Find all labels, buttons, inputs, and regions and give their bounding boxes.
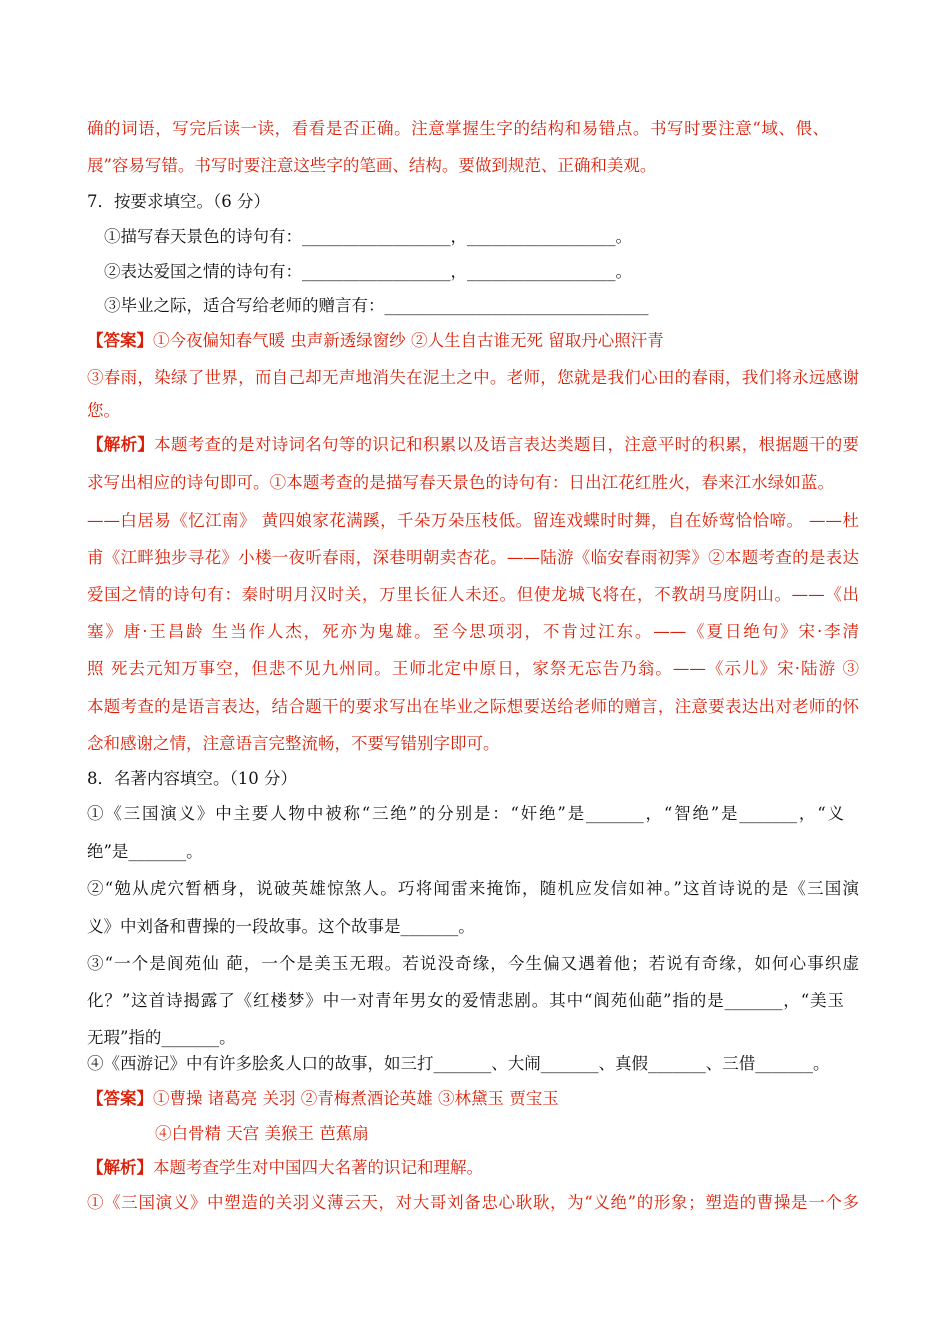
text-line: 本题考查的是语言表达，结合题干的要求写出在毕业之际想要送给老师的赠言，注意要表达出对老师的怀 <box>87 697 859 716</box>
text-line: 义》中刘备和曹操的一段故事。这个故事是_______。 <box>87 917 475 936</box>
answer-text: ①今夜偏知春气暖 虫声新透绿窗纱 ②人生自古谁无死 留取丹心照汗青 <box>153 331 664 350</box>
answer-text: ①曹操 诸葛亮 关羽 ②青梅煮酒论英雄 ③林黛玉 贾宝玉 <box>153 1089 559 1108</box>
analysis-8-line <box>87 1157 483 1179</box>
analysis-label: 【解析】 <box>87 435 155 454</box>
text-line: 无瑕”指的_______。 <box>87 1028 236 1047</box>
question-7-item-2: ②表达爱国之情的诗句有：__________________，__________________。 <box>104 262 632 281</box>
question-8-item-2: ②“勉从虎穴暂栖身，说破英雄惊煞人。巧将闻雷来掩饰，随机应发信如神。”这首诗说的是《三国演 <box>87 879 859 898</box>
question-7-heading: 7．按要求填空。（6 分） <box>87 192 270 211</box>
answer-label: 【答案】 <box>87 331 153 350</box>
text-line: 绝”是_______。 <box>87 842 203 861</box>
text-line: 求写出相应的诗句即可。①本题考查的是描写春天景色的诗句有：日出江花红胜火，春来江水绿如蓝。 <box>87 473 834 492</box>
text-line: 甫《江畔独步寻花》小楼一夜听春雨，深巷明朝卖杏花。——陆游《临安春雨初霁》②本题考查的是表达 <box>87 548 859 567</box>
analysis-text: 本题考查的是对诗词名句等的识记和积累以及语言表达类题目，注意平时的积累，根据题干的要 <box>154 435 860 454</box>
question-8-item-1: ①《三国演义》中主要人物中被称“三绝”的分别是：“奸绝”是_______，“智绝”是_______，“义 <box>87 804 844 823</box>
text-line: 您。 <box>87 401 120 420</box>
answer-8-line <box>87 1088 559 1110</box>
analysis-label: 【解析】 <box>87 1158 153 1177</box>
text-line: 照 死去元知万事空，但悲不见九州同。王师北定中原日，家祭无忘告乃翁。——《示儿》宋·陆游 ③ <box>87 659 859 678</box>
analysis-text: 本题考查学生对中国四大名著的识记和理解。 <box>153 1158 483 1177</box>
text-line: 化？”这首诗揭露了《红楼梦》中一对青年男女的爱情悲剧。其中“阆苑仙葩”指的是_______，“美玉 <box>87 991 844 1010</box>
answer-7-line <box>87 330 664 352</box>
text-line: ①《三国演义》中塑造的关羽义薄云天，对大哥刘备忠心耿耿，为“义绝”的形象；塑造的曹操是一个多 <box>87 1193 859 1212</box>
analysis-7-line <box>87 434 859 456</box>
text-line: 念和感谢之情，注意语言完整流畅，不要写错别字即可。 <box>87 734 500 753</box>
question-7-item-3: ③毕业之际，适合写给老师的赠言有：________________________________ <box>104 296 649 315</box>
text-line: ④白骨精 天宫 美猴王 芭蕉扇 <box>155 1124 369 1143</box>
text-line: ——白居易《忆江南》 黄四娘家花满蹊，千朵万朵压枝低。留连戏蝶时时舞，自在娇莺恰恰啼。 ——杜 <box>87 511 859 530</box>
text-line: 爱国之情的诗句有：秦时明月汉时关，万里长征人未还。但使龙城飞将在，不教胡马度阴山。——《出 <box>87 585 859 604</box>
question-7-item-1: ①描写春天景色的诗句有：__________________，__________________。 <box>104 227 632 246</box>
question-8-item-4: ④《西游记》中有许多脍炙人口的故事，如三打_______、大闹_______、真假_______、三借_______。 <box>87 1054 830 1073</box>
question-8-heading: 8．名著内容填空。（10 分） <box>87 769 297 788</box>
question-8-item-3: ③“一个是阆苑仙 葩，一个是美玉无瑕。若说没奇缘，今生偏又遇着他；若说有奇缘，如何心事织虚 <box>87 954 859 973</box>
answer-label: 【答案】 <box>87 1089 153 1108</box>
text-line: ③春雨，染绿了世界，而自己却无声地消失在泥土之中。老师，您就是我们心田的春雨，我们将永远感谢 <box>87 368 859 387</box>
text-line: 塞》唐·王昌龄 生当作人杰，死亦为鬼雄。至今思项羽，不肯过江东。——《夏日绝句》宋·李清 <box>87 622 859 641</box>
text-line: 确的词语，写完后读一读，看看是否正确。注意掌握生字的结构和易错点。书写时要注意“域、偎、 <box>87 119 829 138</box>
text-line: 展”容易写错。书写时要注意这些字的笔画、结构。要做到规范、正确和美观。 <box>87 156 657 175</box>
